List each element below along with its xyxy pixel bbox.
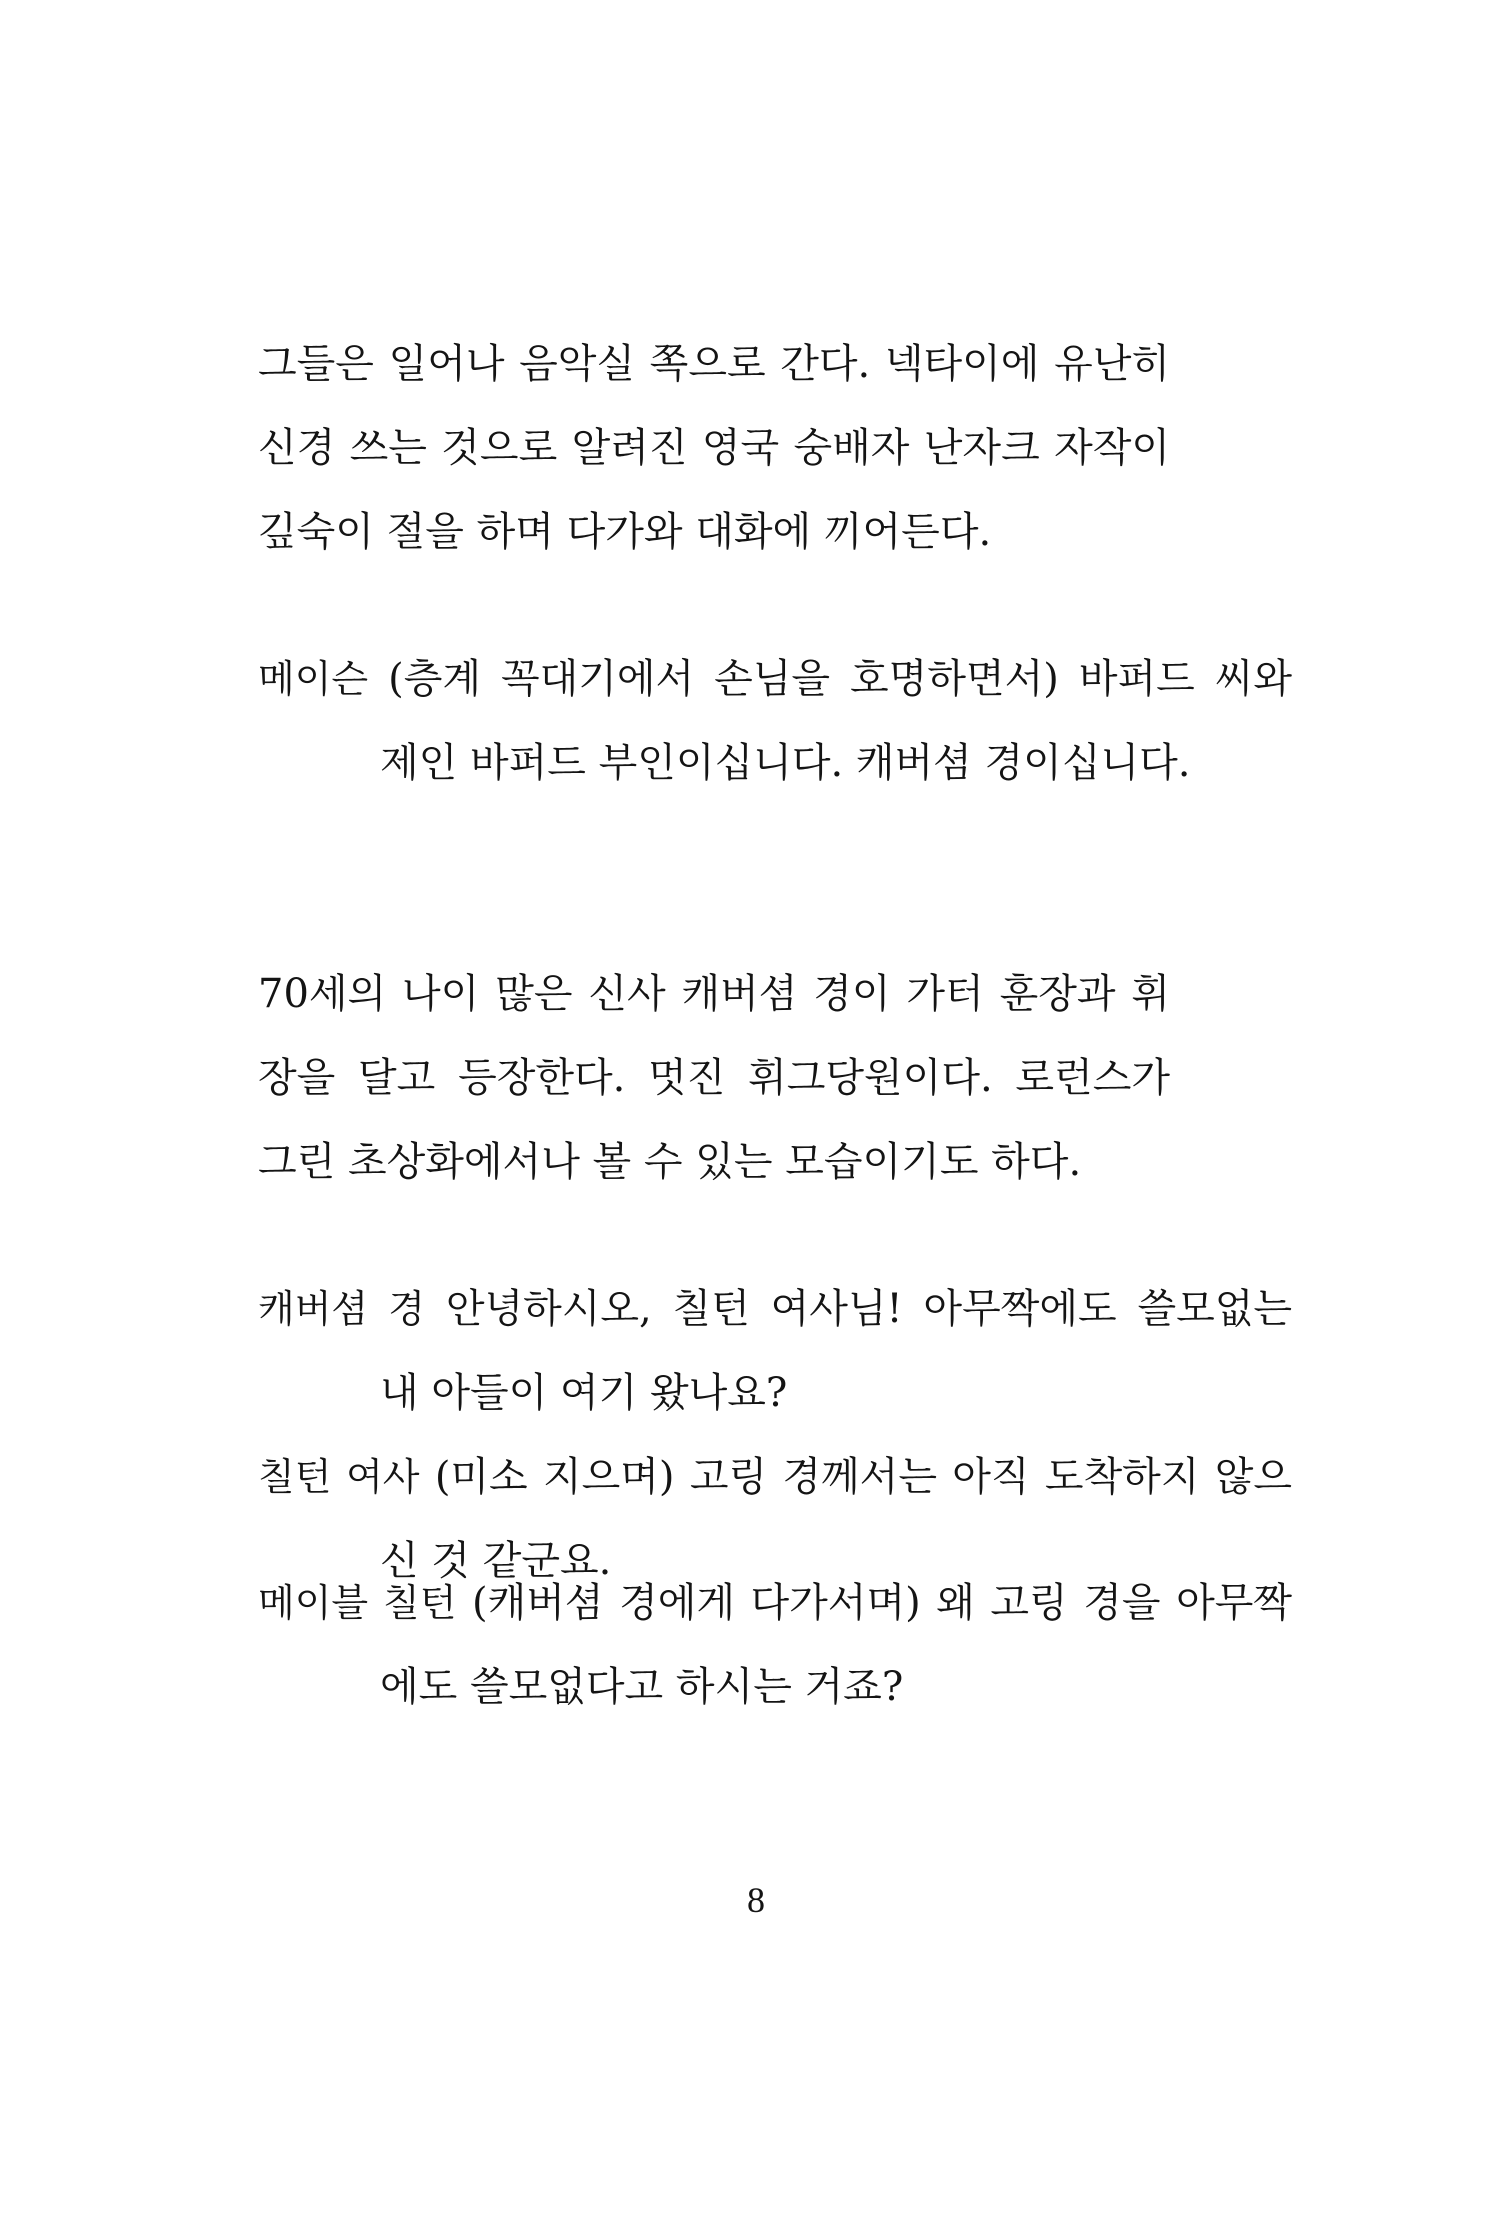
dialogue-text: (캐버셤 경에게 다가서며) 왜 고링 경을 아무짝에도 쓸모없다고 하시는 거죠? [380,1580,1292,1710]
speaker-name: 캐버셤 경 [258,1287,426,1331]
dialogue-line-1 [258,637,1292,805]
page-number: 8 [747,1880,765,1920]
dialogue-text: 안녕하시오, 칠턴 여사님! 아무짝에도 쓸모없는 내 아들이 여기 왔나요? [380,1286,1293,1416]
stage-direction-1: 그들은 일어나 음악실 쪽으로 간다. 넥타이에 유난히 신경 쓰는 것으로 알려진 영국 숭배자 난자크 자작이 깊숙이 절을 하며 다가와 대화에 끼어든다. [258,341,1170,555]
speaker-name: 메이슨 [258,657,369,701]
speaker-name: 메이블 칠턴 [258,1581,457,1625]
dialogue-line-4 [258,1561,1292,1729]
dialogue-text: (층계 꼭대기에서 손님을 호명하면서) 바퍼드 씨와 제인 바퍼드 부인이십니다. 캐버셤 경이십니다. [380,656,1292,786]
dialogue-text: (미소 지으며) 고링 경께서는 아직 도착하지 않으신 것 같군요. [380,1454,1292,1584]
stage-direction-2: 70세의 나이 많은 신사 캐버셤 경이 가터 훈장과 휘장을 달고 등장한다. 멋진 휘그당원이다. 로런스가 그린 초상화에서나 볼 수 있는 모습이기도 하다. [258,971,1170,1185]
dialogue-line-2 [258,1267,1292,1435]
speaker-name: 칠턴 여사 [258,1455,420,1499]
